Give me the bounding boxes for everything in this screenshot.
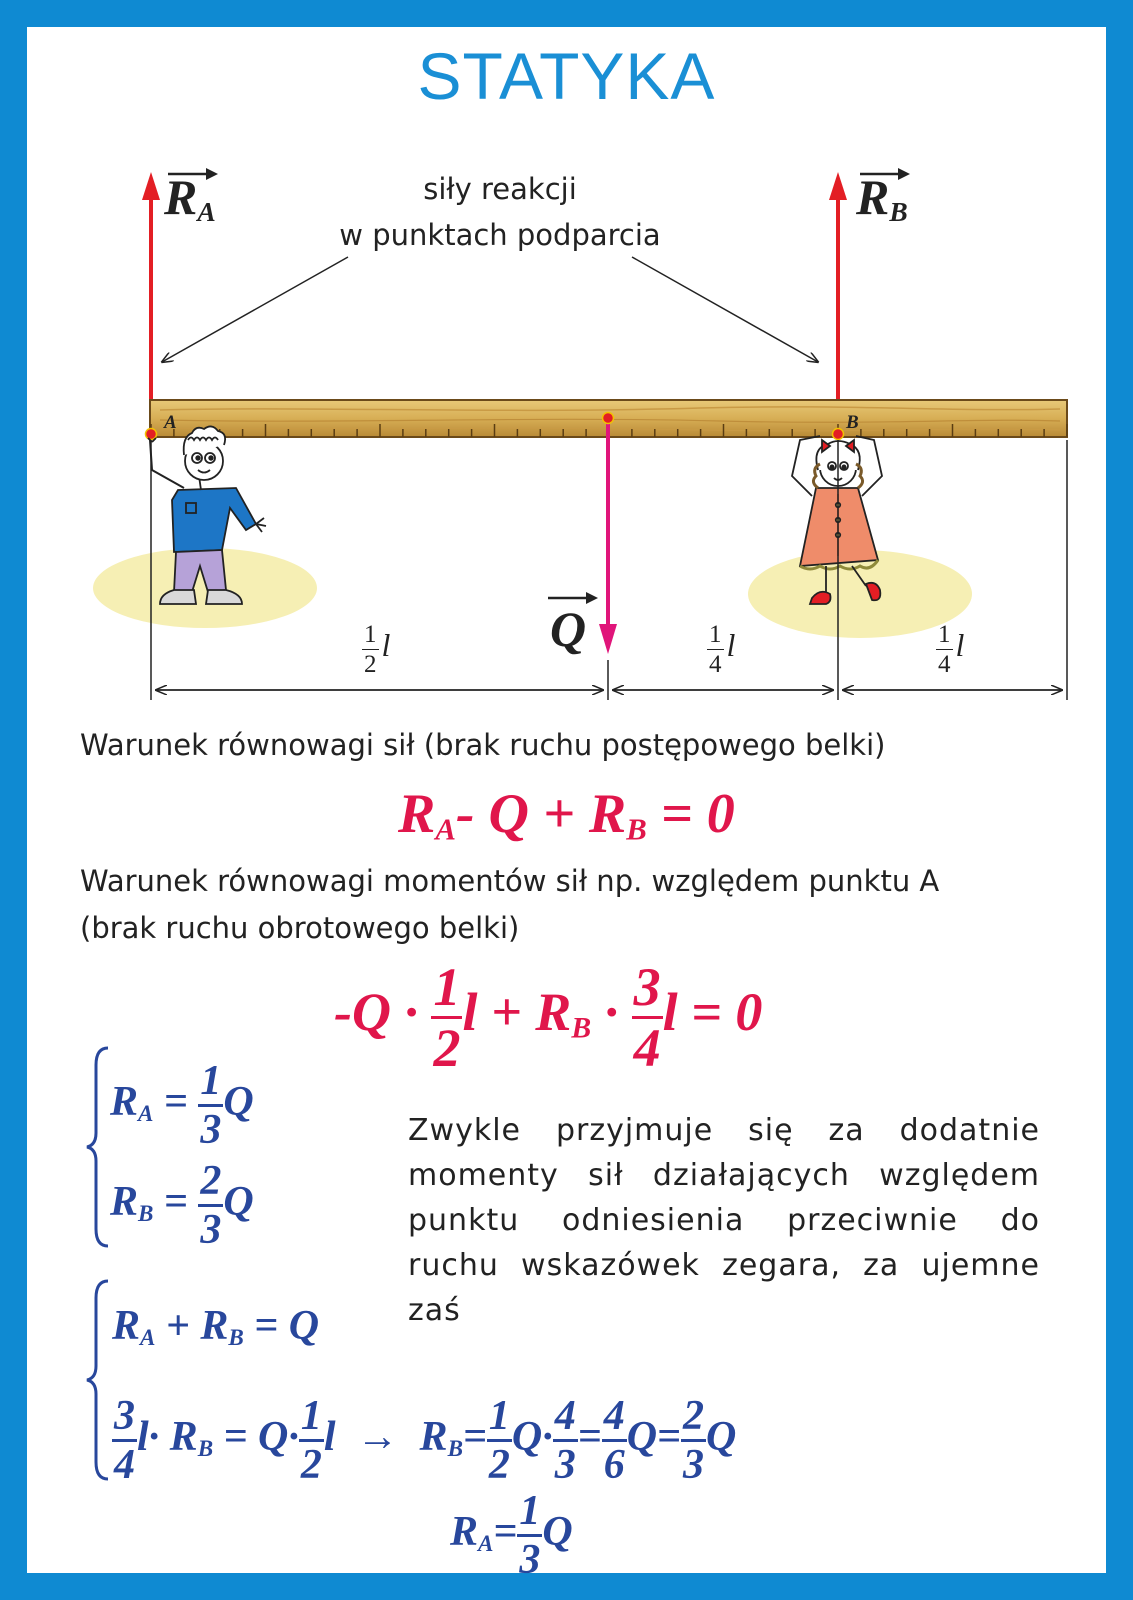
- dimension-label-quarter-2: $\frac{1}{4}$ l: [938, 621, 965, 678]
- system2-line2: $\frac{3}{4}$ $l\cdot R_B = Q\cdot$ $\frac{1}{2}$ $l \to R_B=$ $\frac{1}{2}$ Q· $\frac{4}{3}$ = $\frac{4}{6}$ Q= $\frac{2}{3}$ Q: [114, 1393, 737, 1488]
- load-force-Q-arrow: [599, 418, 617, 654]
- force-condition-text: Warunek równowagi sił (brak ruchu postępowego belki): [80, 728, 886, 762]
- dimension-label-quarter-1: $\frac{1}{4}$ l: [709, 621, 736, 678]
- system2-line1: $R_A + R_B = Q$: [112, 1303, 320, 1350]
- reaction-force-B-arrow: [829, 172, 847, 405]
- support-point-B: [833, 429, 844, 440]
- moment-balance-equation: -Q · $\frac{1}{2}$ $l + R_B$ · $\frac{3}{4}$ l = 0: [334, 957, 763, 1078]
- force-label-RA: $R_A$: [164, 168, 216, 228]
- final-result-RA: $R_A=$ $\frac{1}{3}$ Q: [450, 1488, 573, 1583]
- support-point-A: [146, 429, 157, 440]
- vector-arrow-icon: [546, 586, 600, 606]
- moment-condition-line-2: (brak ruchu obrotowego belki): [80, 911, 520, 945]
- moment-condition-text: [80, 858, 939, 952]
- vector-arrow-icon: [166, 162, 220, 182]
- reaction-force-A-arrow: [142, 172, 160, 405]
- caption-line-2: w punktach podparcia: [339, 218, 661, 252]
- point-B-label: B: [846, 412, 859, 433]
- implies-arrow-icon: →: [356, 1414, 399, 1461]
- system1-line1: $R_A$ = $\frac{1}{3}$ Q: [110, 1058, 254, 1153]
- sign-convention-note: Zwykle przyjmuje się za dodatnie momenty sił działających względem punktu odniesienia przeciwnie do ruchu wskazówek zegara, za ujemne zaś: [408, 1113, 1040, 1328]
- reaction-forces-caption: [310, 166, 690, 258]
- center-of-mass-point: [603, 413, 614, 424]
- moment-condition-line-1: Warunek równowagi momentów sił np. względem punktu A: [80, 864, 940, 898]
- vector-arrow-icon: [858, 162, 912, 182]
- force-label-RB: $R_B$: [856, 168, 908, 228]
- left-brace-icon: [84, 1278, 114, 1483]
- point-A-label: A: [164, 412, 177, 433]
- page-title: STATYKA: [417, 39, 716, 113]
- caption-pointer-right: [632, 257, 818, 362]
- caption-line-1: siły reakcji: [423, 172, 577, 206]
- force-label-Q: Q: [550, 600, 586, 658]
- force-balance-equation: $R_A-$ $Q + R_B = 0$: [398, 783, 735, 847]
- system1-line2: $R_B$ = $\frac{2}{3}$ Q: [110, 1158, 254, 1253]
- caption-pointer-left: [162, 257, 348, 362]
- dimension-label-half: $\frac{1}{2}$ l: [364, 621, 391, 678]
